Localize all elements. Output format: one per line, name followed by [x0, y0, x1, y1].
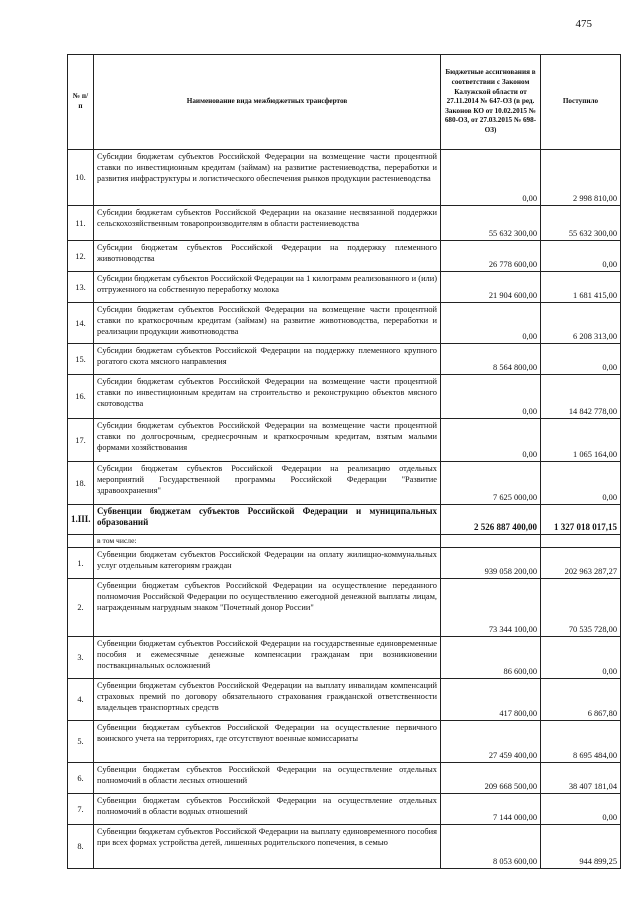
- row-num: 6.: [68, 763, 94, 794]
- row-received: 0,00: [541, 241, 621, 272]
- row-name: Субвенции бюджетам субъектов Российской Федерации на государственные единовременные пособия и ежемесячные денежные компенсации гражданам при возникновении поствакцинальных осложнений: [94, 637, 441, 679]
- header-num: № п/п: [68, 55, 94, 150]
- row-assigned: 0,00: [441, 419, 541, 462]
- header-assigned: Бюджетные ассигнования в соответствии с Законом Калужской области от 27.11.2014 № 647-ОЗ (в ред. Законов КО от 10.02.2015 № 680-ОЗ, от 27.03.2015 № 698-ОЗ): [441, 55, 541, 150]
- row-name: Субвенции бюджетам субъектов Российской Федерации на оплату жилищно-коммунальных услуг отдельным категориям граждан: [94, 548, 441, 579]
- row-received: 0,00: [541, 637, 621, 679]
- row-assigned: 939 058 200,00: [441, 548, 541, 579]
- row-assigned: 0,00: [441, 150, 541, 206]
- row-received: 70 535 728,00: [541, 579, 621, 637]
- row-name: Субвенции бюджетам субъектов Российской Федерации на выплату инвалидам компенсаций страховых премий по договору обязательного страхования гражданской ответственности владельцев транспортных средств: [94, 679, 441, 721]
- header-name: Наименование вида межбюджетных трансфертов: [94, 55, 441, 150]
- row-name: Субсидии бюджетам субъектов Российской Федерации на поддержку племенного крупного рогатого скота мясного направления: [94, 344, 441, 375]
- row-name: Субвенции бюджетам субъектов Российской Федерации на осуществление отдельных полномочий в области лесных отношений: [94, 763, 441, 794]
- row-received: 0,00: [541, 794, 621, 825]
- row-num: 14.: [68, 303, 94, 344]
- table-row: [68, 579, 621, 637]
- row-assigned: 86 600,00: [441, 637, 541, 679]
- row-num: 2.: [68, 579, 94, 637]
- table-row: [68, 794, 621, 825]
- page-number: 475: [575, 18, 592, 30]
- section-assigned: 2 526 887 400,00: [441, 505, 541, 535]
- row-received: 2 998 810,00: [541, 150, 621, 206]
- section-row: [68, 505, 621, 535]
- row-name: Субсидии бюджетам субъектов Российской Федерации на реализацию отдельных мероприятий Государственной программы Российской Федерации "Развитие здравоохранения": [94, 462, 441, 505]
- row-received: 0,00: [541, 344, 621, 375]
- table-row: [68, 375, 621, 419]
- row-name: Субсидии бюджетам субъектов Российской Федерации на возмещение части процентной ставки по инвестиционным кредитам (займам) на развитие растениеводства, переработки и развития инфраструктуры и логистического обеспечения рынков продукции растениеводства: [94, 150, 441, 206]
- row-num: 11.: [68, 206, 94, 241]
- table-row: [68, 150, 621, 206]
- row-num: 18.: [68, 462, 94, 505]
- row-assigned: 27 459 400,00: [441, 721, 541, 763]
- row-num: 15.: [68, 344, 94, 375]
- row-num: 3.: [68, 637, 94, 679]
- row-received: 14 842 778,00: [541, 375, 621, 419]
- table-row: [68, 344, 621, 375]
- row-received: 202 963 287,27: [541, 548, 621, 579]
- row-name: Субсидии бюджетам субъектов Российской Федерации на оказание несвязанной поддержки сельскохозяйственным товаропроизводителям в области растениеводства: [94, 206, 441, 241]
- row-received: 0,00: [541, 462, 621, 505]
- row-name: Субсидии бюджетам субъектов Российской Федерации на поддержку племенного животноводства: [94, 241, 441, 272]
- row-num: 16.: [68, 375, 94, 419]
- budget-table: [67, 54, 621, 869]
- row-assigned: 73 344 100,00: [441, 579, 541, 637]
- row-num: 4.: [68, 679, 94, 721]
- row-name: Субсидии бюджетам субъектов Российской Федерации на возмещение части процентной ставки по инвестиционным кредитам на строительство и реконструкцию объектов мясного скотоводства: [94, 375, 441, 419]
- table-row: [68, 462, 621, 505]
- row-num: 17.: [68, 419, 94, 462]
- row-assigned: 0,00: [441, 375, 541, 419]
- row-assigned: 0,00: [441, 303, 541, 344]
- table-row: [68, 721, 621, 763]
- subheading-row: [68, 535, 621, 548]
- row-assigned: 209 668 500,00: [441, 763, 541, 794]
- row-name: Субвенции бюджетам субъектов Российской Федерации на осуществление отдельных полномочий в области водных отношений: [94, 794, 441, 825]
- row-num: 10.: [68, 150, 94, 206]
- row-name: Субсидии бюджетам субъектов Российской Федерации на возмещение части процентной ставки по долгосрочным, среднесрочным и краткосрочным кредитам, взятым малыми формами хозяйствования: [94, 419, 441, 462]
- table-header-row: [68, 55, 621, 150]
- subheading-text: в том числе:: [94, 535, 441, 548]
- row-name: Субвенции бюджетам субъектов Российской Федерации на осуществление переданного полномочия Российской Федерации по осуществлению ежегодной денежной выплаты лицам, награжденным нагрудным знаком "Почетный донор России": [94, 579, 441, 637]
- row-received: 1 681 415,00: [541, 272, 621, 303]
- row-assigned: 7 625 000,00: [441, 462, 541, 505]
- section-num: 1.III.: [68, 505, 94, 535]
- row-assigned: 8 564 800,00: [441, 344, 541, 375]
- row-num: 13.: [68, 272, 94, 303]
- table-row: [68, 763, 621, 794]
- row-name: Субвенции бюджетам субъектов Российской Федерации на выплату единовременного пособия при всех формах устройства детей, лишенных родительского попечения, в семью: [94, 825, 441, 869]
- row-assigned: 417 800,00: [441, 679, 541, 721]
- section-received: 1 327 018 017,15: [541, 505, 621, 535]
- header-received: Поступило: [541, 55, 621, 150]
- table-row: [68, 303, 621, 344]
- row-received: 6 867,80: [541, 679, 621, 721]
- row-assigned: 26 778 600,00: [441, 241, 541, 272]
- row-received: 1 065 164,00: [541, 419, 621, 462]
- row-received: 38 407 181,04: [541, 763, 621, 794]
- table-row: [68, 241, 621, 272]
- table-row: [68, 272, 621, 303]
- section-name: Субвенции бюджетам субъектов Российской Федерации и муниципальных образований: [94, 505, 441, 535]
- row-name: Субсидии бюджетам субъектов Российской Федерации на возмещение части процентной ставки по краткосрочным кредитам (займам) на развитие животноводства, переработки и реализации продукции животноводства: [94, 303, 441, 344]
- row-num: 1.: [68, 548, 94, 579]
- row-assigned: 7 144 000,00: [441, 794, 541, 825]
- row-num: 8.: [68, 825, 94, 869]
- row-name: Субвенции бюджетам субъектов Российской Федерации на осуществление первичного воинского учета на территориях, где отсутствуют военные комиссариаты: [94, 721, 441, 763]
- table-row: [68, 206, 621, 241]
- row-name: Субсидии бюджетам субъектов Российской Федерации на 1 килограмм реализованного и (или) отгруженного на собственную переработку молока: [94, 272, 441, 303]
- row-received: 6 208 313,00: [541, 303, 621, 344]
- table-row: [68, 548, 621, 579]
- table-row: [68, 679, 621, 721]
- row-num: 5.: [68, 721, 94, 763]
- row-assigned: 21 904 600,00: [441, 272, 541, 303]
- table-row: [68, 419, 621, 462]
- row-num: 12.: [68, 241, 94, 272]
- row-received: 55 632 300,00: [541, 206, 621, 241]
- row-received: 8 695 484,00: [541, 721, 621, 763]
- row-received: 944 899,25: [541, 825, 621, 869]
- table-row: [68, 637, 621, 679]
- row-num: 7.: [68, 794, 94, 825]
- row-assigned: 55 632 300,00: [441, 206, 541, 241]
- row-assigned: 8 053 600,00: [441, 825, 541, 869]
- table-row: [68, 825, 621, 869]
